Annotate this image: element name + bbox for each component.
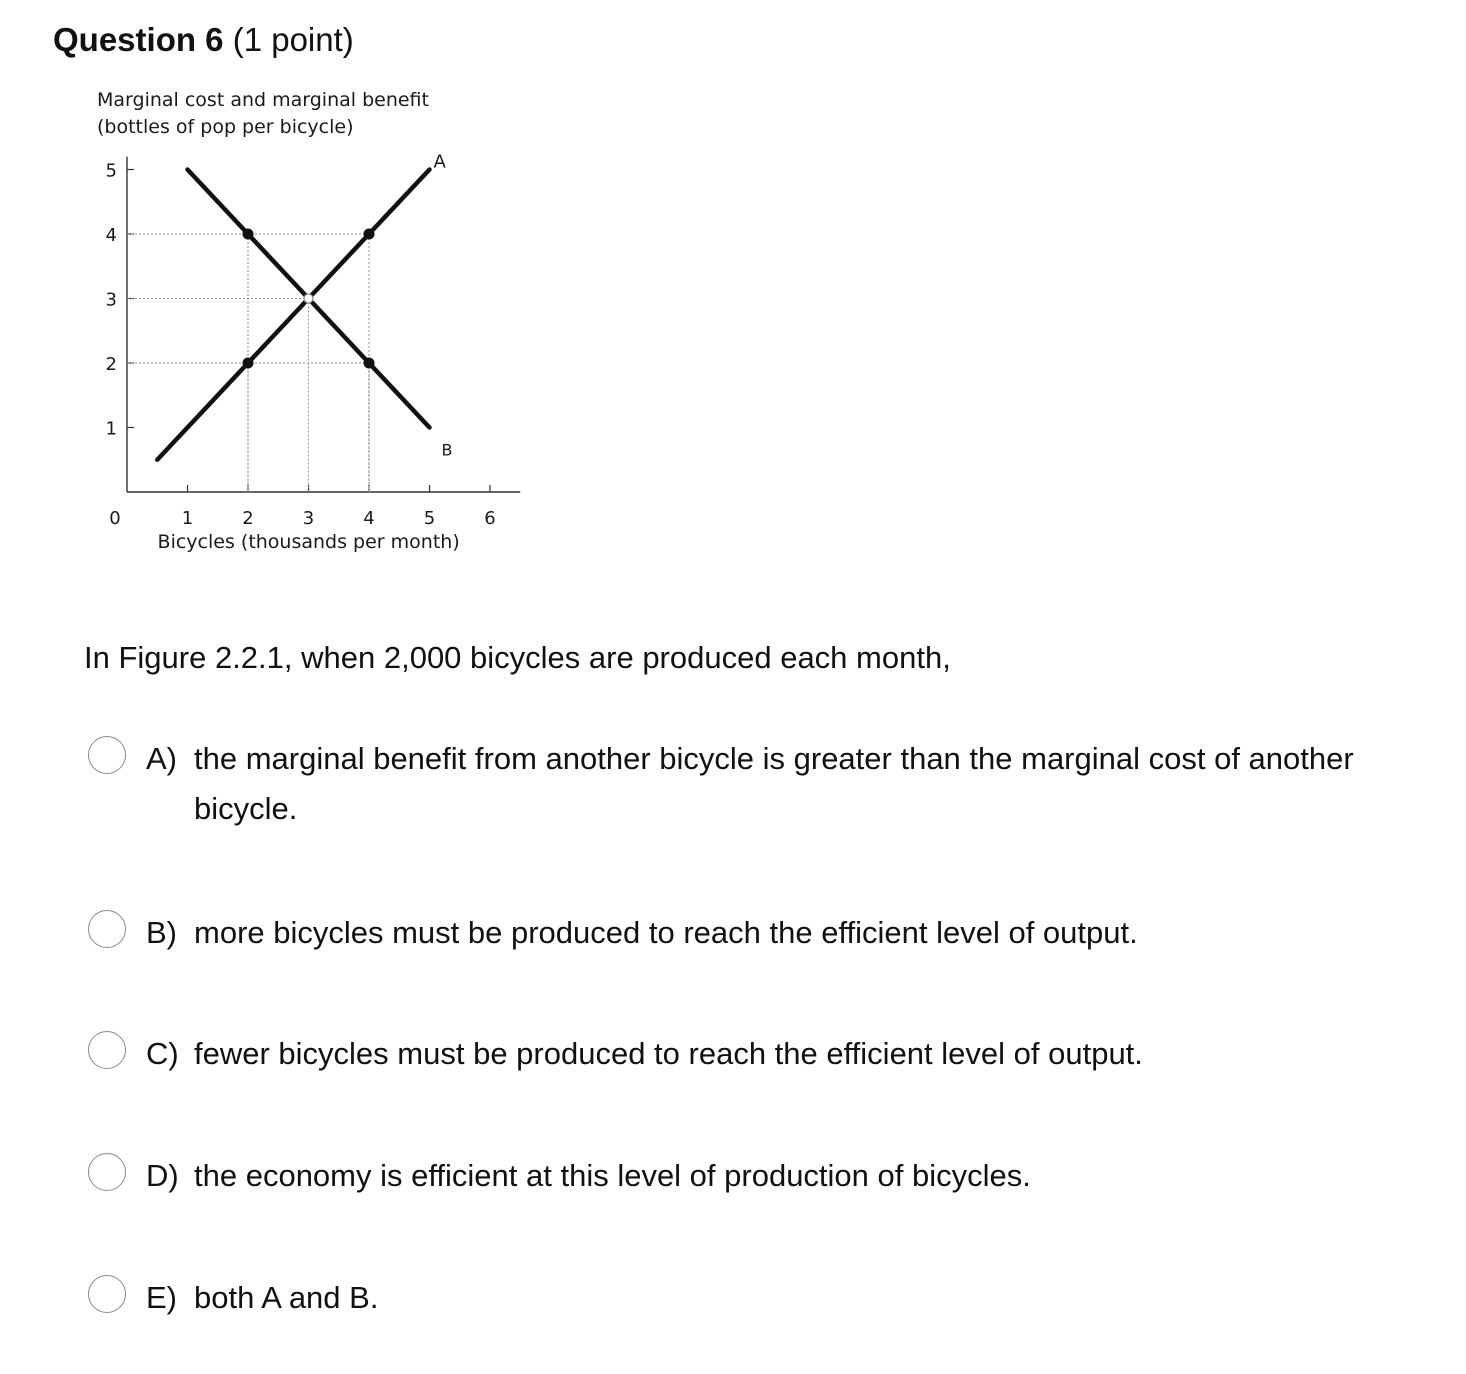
option-letter: E)	[146, 1280, 177, 1315]
x-tick-label: 3	[302, 508, 315, 529]
option-letter: D)	[146, 1158, 179, 1193]
data-point	[243, 229, 254, 240]
option-text: more bicycles must be produced to reach the efficient level of output.	[194, 915, 1138, 950]
y-tick-label: 3	[105, 289, 117, 311]
radio-button-d[interactable]	[88, 1153, 126, 1191]
x-tick-label: 0	[109, 508, 121, 529]
radio-button-e[interactable]	[88, 1275, 126, 1313]
equilibrium-point	[304, 294, 313, 303]
answer-option-a[interactable]	[88, 734, 1408, 834]
curve-a-label: A	[433, 151, 446, 173]
x-tick-label: 2	[242, 508, 254, 529]
option-text: both A and B.	[194, 1280, 379, 1315]
question-prompt: In Figure 2.2.1, when 2,000 bicycles are produced each month,	[84, 640, 951, 675]
data-point	[364, 358, 375, 369]
y-tick-label: 1	[105, 418, 117, 440]
figure-chart	[80, 80, 540, 570]
y-axis-label: (bottles of pop per bicycle)	[97, 116, 354, 138]
y-tick-label: 2	[105, 354, 117, 375]
radio-button-c[interactable]	[88, 1031, 126, 1069]
option-letter: C)	[146, 1036, 179, 1071]
question-points: (1 point)	[232, 21, 354, 58]
curve-b-label: B	[441, 440, 453, 460]
data-point	[364, 229, 375, 240]
answer-option-e[interactable]	[88, 1273, 1408, 1323]
y-tick-label: 5	[105, 160, 117, 182]
x-tick-label: 1	[181, 508, 194, 529]
option-text: fewer bicycles must be produced to reach the efficient level of output.	[194, 1036, 1143, 1071]
option-letter: B)	[146, 915, 177, 950]
y-tick-label: 4	[105, 225, 117, 246]
answer-option-d[interactable]	[88, 1151, 1408, 1201]
x-axis-label: Bicycles (thousands per month)	[157, 531, 460, 553]
curve-a	[157, 170, 429, 460]
option-text: the economy is efficient at this level of production of bicycles.	[194, 1158, 1031, 1193]
option-letter: A)	[146, 741, 177, 776]
answer-option-b[interactable]	[88, 908, 1408, 958]
answer-option-c[interactable]	[88, 1029, 1408, 1079]
y-axis-label: Marginal cost and marginal benefit	[97, 89, 429, 111]
question-title: Question 6	[53, 21, 224, 58]
x-tick-label: 6	[484, 508, 496, 529]
radio-button-b[interactable]	[88, 910, 126, 948]
mc-mb-chart	[80, 80, 540, 570]
option-text: the marginal benefit from another bicycle is greater than the marginal cost of another bicycle.	[194, 741, 1354, 826]
data-point	[243, 358, 254, 369]
radio-button-a[interactable]	[88, 736, 126, 774]
x-tick-label: 4	[363, 508, 375, 529]
question-header	[53, 20, 354, 60]
x-tick-label: 5	[423, 508, 436, 529]
